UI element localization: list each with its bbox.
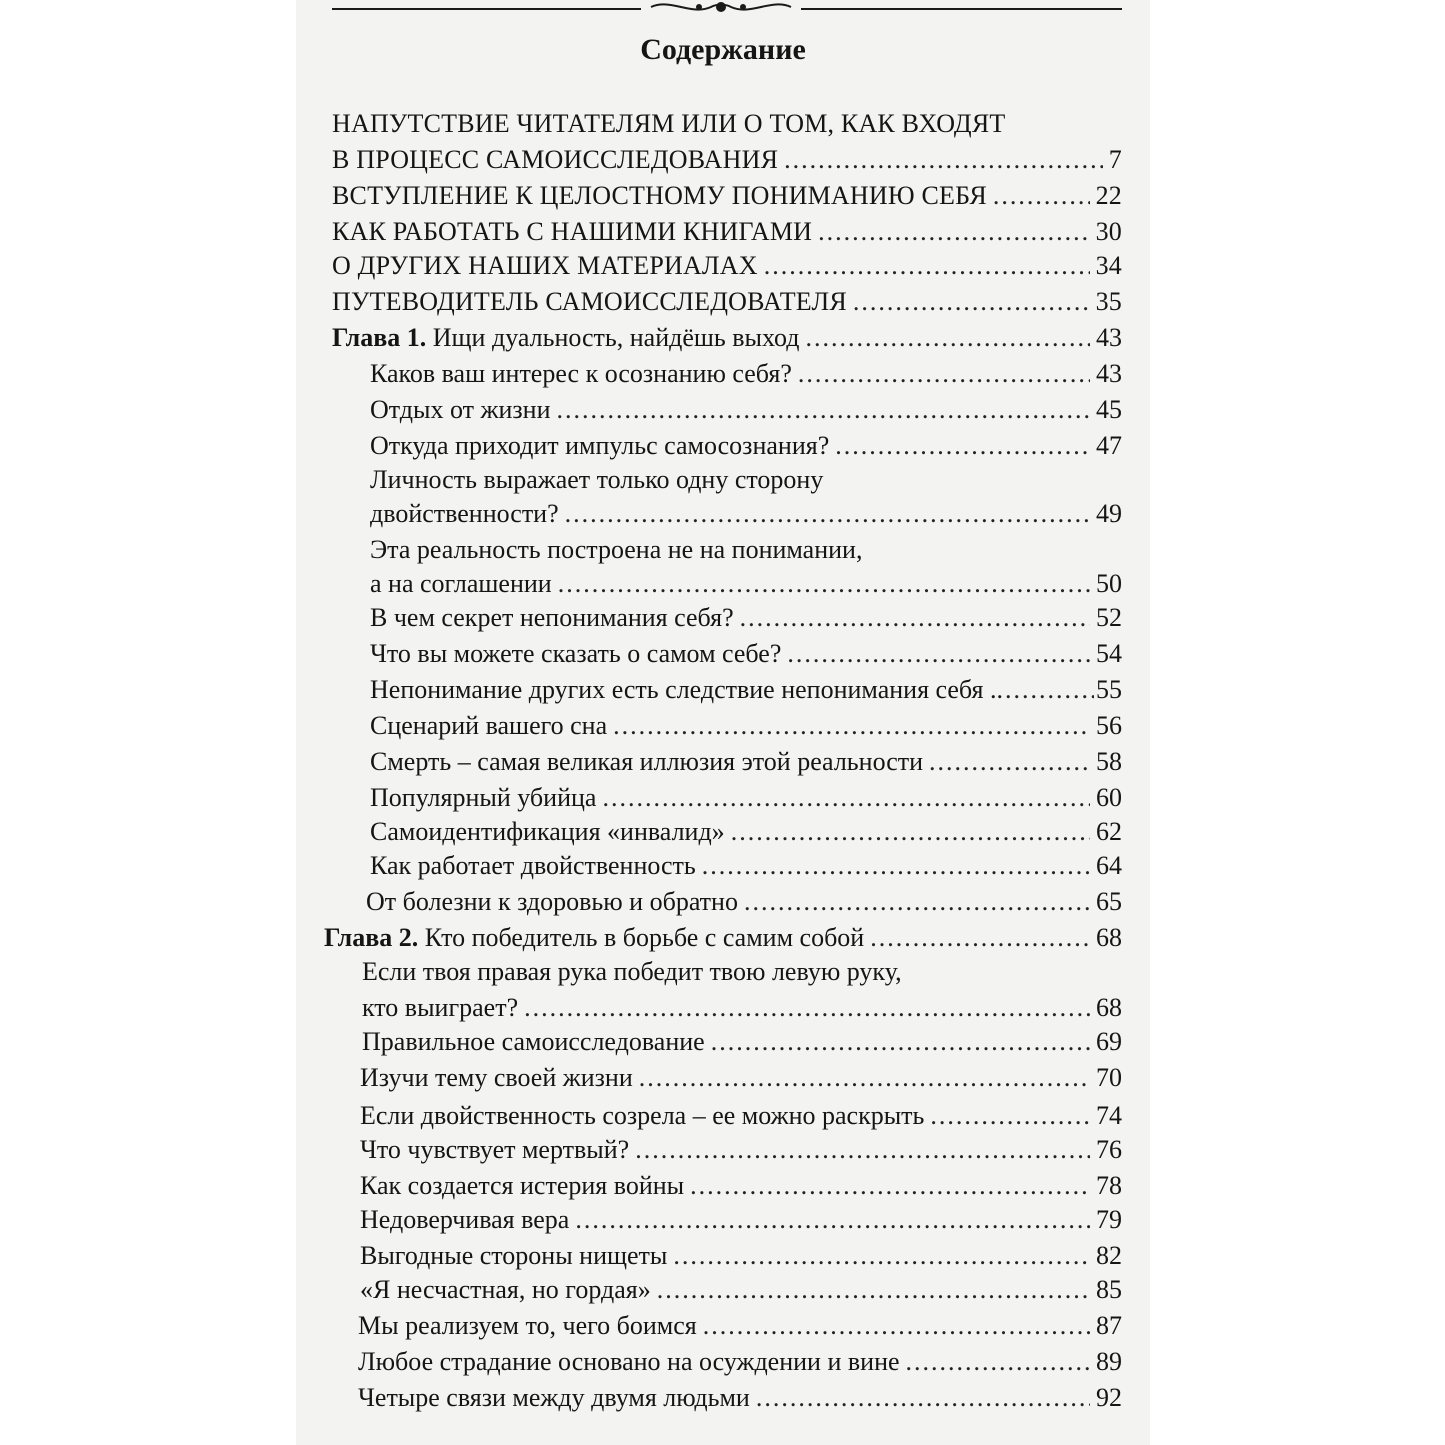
toc-entry-label: Что чувствует мертвый?: [360, 1135, 630, 1164]
dot-leader: [929, 746, 1090, 778]
toc-page-number: 70: [1096, 1063, 1122, 1092]
toc-entry-label: а на соглашении: [370, 569, 552, 598]
toc-page-number: 43: [1096, 359, 1122, 388]
dot-leader: [1005, 674, 1094, 706]
toc-entry: [370, 846, 1122, 882]
dot-leader: [744, 886, 1090, 918]
toc-entry: [358, 1378, 1122, 1414]
dot-leader: [835, 430, 1090, 462]
toc-entry-label: Что вы можете сказать о самом себе?: [370, 639, 782, 668]
dot-leader: [787, 638, 1090, 670]
toc-entry-label: В чем секрет непонимания себя?: [370, 603, 734, 632]
dot-leader: [993, 180, 1090, 212]
toc-entry: [362, 952, 1122, 988]
toc-entry-label: Если твоя правая рука победит твою левую руку,: [362, 957, 902, 986]
dot-leader: [806, 322, 1090, 354]
toc-entry: [370, 390, 1122, 426]
toc-entry-label: ВСТУПЛЕНИЕ К ЦЕЛОСТНОМУ ПОНИМАНИЮ СЕБЯ: [332, 181, 987, 210]
toc-page-number: 69: [1096, 1027, 1122, 1056]
dot-leader: [764, 250, 1090, 282]
toc-entry: [370, 670, 1122, 706]
toc-page-number: 64: [1096, 851, 1122, 880]
toc-entry: [332, 282, 1122, 318]
toc-entry-label: В ПРОЦЕСС САМОИССЛЕДОВАНИЯ: [332, 145, 779, 174]
toc-entry: [370, 530, 1122, 566]
toc-entry-label: двойственности?: [370, 499, 559, 528]
dot-leader: [673, 1240, 1090, 1272]
toc-entry-label: Как работает двойственность: [370, 851, 696, 880]
toc-entry-label: От болезни к здоровью и обратно: [366, 887, 738, 916]
toc-page-number: 60: [1096, 783, 1122, 812]
toc-page-number: 62: [1096, 817, 1122, 846]
toc-page-number: 34: [1095, 251, 1122, 280]
toc-page-number: 7: [1108, 145, 1122, 174]
toc-entry: [360, 1130, 1122, 1166]
dot-leader: [602, 782, 1090, 814]
toc-page-number: 82: [1096, 1241, 1122, 1270]
dot-leader: [557, 394, 1091, 426]
toc-page-number: 52: [1096, 603, 1122, 632]
toc-page-number: 89: [1096, 1347, 1122, 1376]
toc-entry: [362, 1022, 1122, 1058]
dot-leader: [613, 710, 1090, 742]
dot-leader: [711, 1026, 1090, 1058]
toc-entry: [370, 812, 1122, 848]
toc-page-number: 35: [1095, 287, 1122, 316]
toc-page-number: 74: [1096, 1101, 1122, 1130]
toc-page-number: 22: [1095, 181, 1122, 210]
toc-entry: [358, 1306, 1122, 1342]
toc-page-number: 85: [1096, 1275, 1122, 1304]
chapter-title: Кто победитель в борьбе с самим собой: [418, 923, 865, 952]
toc-entry-label: НАПУТСТВИЕ ЧИТАТЕЛЯМ ИЛИ О ТОМ, КАК ВХОДЯТ: [332, 109, 1006, 138]
toc-entry-label: Изучи тему своей жизни: [360, 1063, 633, 1092]
toc-entry-label: Откуда приходит импульс самосознания?: [370, 431, 830, 460]
chapter-title: Ищи дуальность, найдёшь выход: [426, 323, 800, 352]
toc-entry: [332, 246, 1122, 282]
dot-leader: [906, 1346, 1090, 1378]
toc-entry: [370, 460, 1122, 496]
toc-page-number: 65: [1096, 887, 1122, 916]
toc-entry-label: Любое страдание основано на осуждении и вине: [358, 1347, 900, 1376]
toc-chapter: [332, 318, 1122, 354]
toc-entry-label: Сценарий вашего сна: [370, 711, 608, 740]
chapter-number: Глава 2.: [324, 923, 419, 952]
toc-entry: [360, 1096, 1122, 1132]
toc-entry: [370, 494, 1122, 530]
toc-entry-label: Самоидентификация «инвалид»: [370, 817, 725, 846]
toc-entry: [360, 1166, 1122, 1202]
dot-leader: [930, 1100, 1090, 1132]
toc-entry-label: Недоверчивая вера: [360, 1205, 570, 1234]
toc-page-number: 43: [1096, 323, 1122, 352]
toc-entry-label: Четыре связи между двумя людьми: [358, 1383, 750, 1412]
toc-page-number: 87: [1096, 1311, 1122, 1340]
dot-leader: [818, 216, 1089, 248]
toc-entry-label: Личность выражает только одну сторону: [370, 465, 824, 494]
toc-page-number: 47: [1096, 431, 1122, 460]
toc-entry-label: Каков ваш интерес к осознанию себя?: [370, 359, 792, 388]
toc-entry-label: Популярный убийца: [370, 783, 597, 812]
toc-page-number: 45: [1096, 395, 1122, 424]
toc-entry-label: Как создается истерия войны: [360, 1171, 685, 1200]
toc-page-number: 30: [1095, 217, 1122, 246]
toc-entry-label: Непонимание других есть следствие непонимания себя ..: [370, 675, 1003, 704]
ornament-icon: [641, 0, 801, 16]
toc-page-number: 58: [1096, 747, 1122, 776]
dot-leader: [798, 358, 1090, 390]
book-page: [296, 0, 1150, 1445]
toc-page-number: 56: [1096, 711, 1122, 740]
dot-leader: [657, 1274, 1090, 1306]
toc-entry: [358, 1342, 1122, 1378]
dot-leader: [756, 1382, 1090, 1414]
toc-entry: [360, 1058, 1122, 1094]
toc-entry: [360, 1270, 1122, 1306]
toc-entry: [360, 1236, 1122, 1272]
toc-entry-label: Эта реальность построена не на понимании,: [370, 535, 863, 564]
toc-entry: [366, 882, 1122, 918]
dot-leader: [870, 922, 1090, 954]
toc-entry-label: Правильное самоисследование: [362, 1027, 705, 1056]
toc-entry: [370, 564, 1122, 600]
dot-leader: [690, 1170, 1090, 1202]
toc-entry: [370, 598, 1122, 634]
toc-entry-label: Выгодные стороны нищеты: [360, 1241, 668, 1270]
dot-leader: [784, 144, 1103, 176]
dot-leader: [565, 498, 1090, 530]
toc-page-number: 68: [1096, 993, 1122, 1022]
page-title: Содержание: [640, 33, 806, 66]
toc-entry: [370, 634, 1122, 670]
toc-entry-label: Смерть – самая великая иллюзия этой реальности: [370, 747, 924, 776]
toc-page-number: 78: [1096, 1171, 1122, 1200]
toc-page-number: 54: [1096, 639, 1122, 668]
toc-entry: [370, 742, 1122, 778]
toc-entry-label: кто выиграет?: [362, 993, 519, 1022]
toc-entry: [370, 354, 1122, 390]
toc-page-number: 68: [1096, 923, 1122, 952]
dot-leader: [702, 850, 1090, 882]
dot-leader: [731, 816, 1090, 848]
toc-entry: [332, 176, 1122, 212]
toc-entry: [360, 1200, 1122, 1236]
toc-entry: [370, 706, 1122, 742]
toc-page-number: 76: [1096, 1135, 1122, 1164]
toc-entry-label: КАК РАБОТАТЬ С НАШИМИ КНИГАМИ: [332, 217, 813, 246]
toc-entry-label: ПУТЕВОДИТЕЛЬ САМОИССЛЕДОВАТЕЛЯ: [332, 287, 847, 316]
dot-leader: [853, 286, 1090, 318]
toc-entry-label: Отдых от жизни: [370, 395, 551, 424]
dot-leader: [575, 1204, 1090, 1236]
toc-entry: [362, 988, 1122, 1024]
toc-entry-label: О ДРУГИХ НАШИХ МАТЕРИАЛАХ: [332, 251, 758, 280]
chapter-number: Глава 1.: [332, 323, 427, 352]
dot-leader: [524, 992, 1090, 1024]
toc-entry: [370, 778, 1122, 814]
toc-entry-label: Если двойственность созрела – ее можно раскрыть: [360, 1101, 925, 1130]
toc-entry: [332, 140, 1122, 176]
toc-entry-label: [332, 322, 800, 354]
toc-entry: [332, 104, 1112, 140]
toc-page-number: 55: [1096, 675, 1122, 704]
dot-leader: [558, 568, 1090, 600]
dot-leader: [703, 1310, 1090, 1342]
dot-leader: [740, 602, 1090, 634]
toc-entry-label: [324, 922, 864, 954]
toc-page-number: 49: [1096, 499, 1122, 528]
dot-leader: [635, 1134, 1090, 1166]
toc-page-number: 79: [1096, 1205, 1122, 1234]
toc-page-number: 92: [1096, 1383, 1122, 1412]
toc-chapter: [324, 918, 1122, 954]
dot-leader: [639, 1062, 1090, 1094]
toc-entry: [332, 212, 1122, 248]
toc-entry-label: Мы реализуем то, чего боимся: [358, 1311, 697, 1340]
toc-entry-label: «Я несчастная, но гордая»: [360, 1275, 651, 1304]
toc-page-number: 50: [1096, 569, 1122, 598]
toc-entry: [370, 426, 1122, 462]
